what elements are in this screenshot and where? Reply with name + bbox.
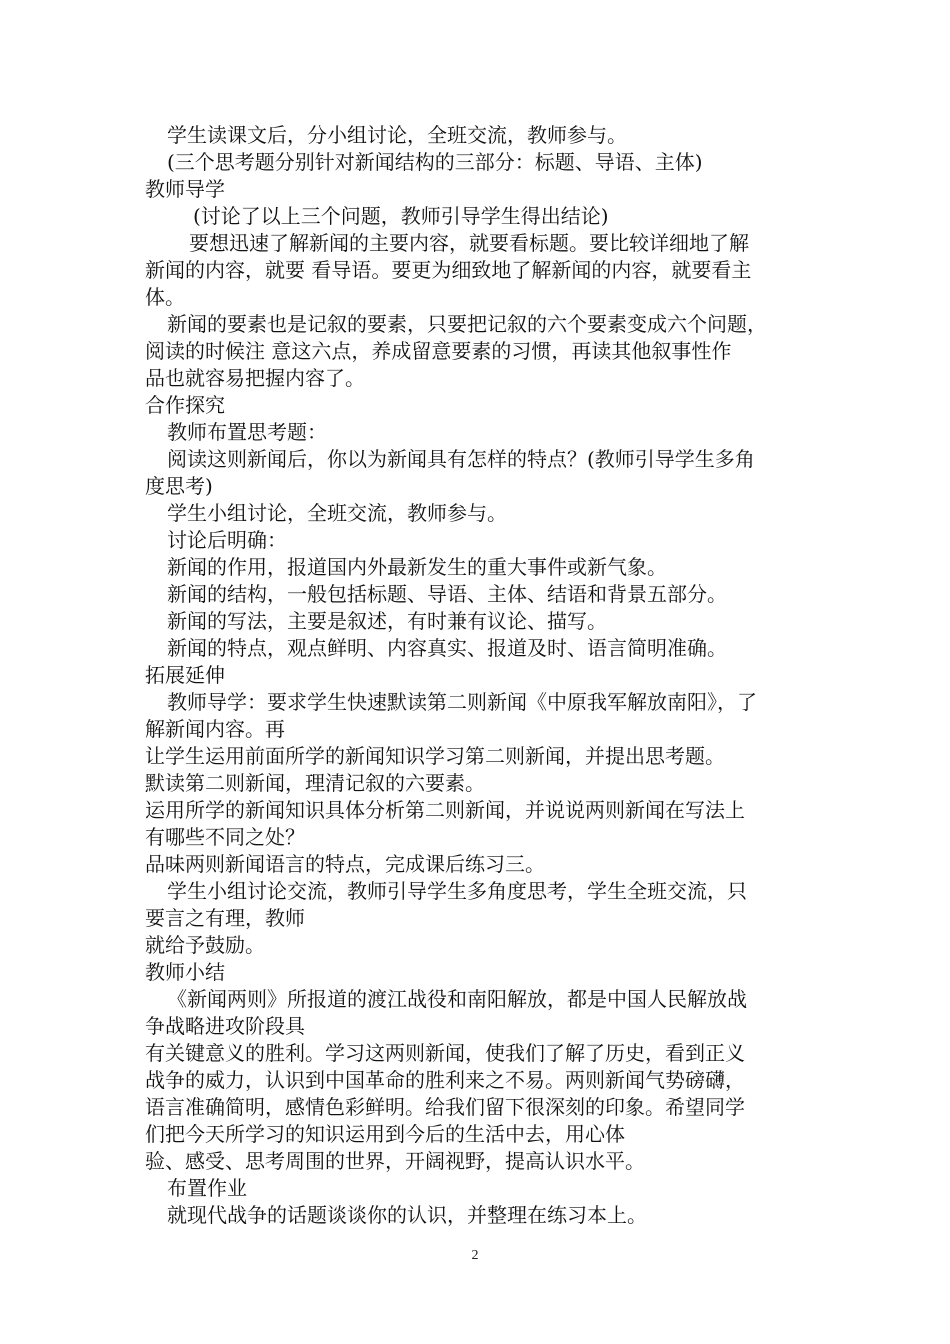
paragraph-line: 让学生运用前面所学的新闻知识学习第二则新闻，并提出思考题。 xyxy=(145,744,725,768)
paragraph-line: 默读第二则新闻，理清记叙的六要素。 xyxy=(145,771,485,795)
paragraph-line: 新闻的要素也是记叙的要素，只要把记叙的六个要素变成六个问题， xyxy=(167,312,767,336)
paragraph-line: 新闻的写法，主要是叙述，有时兼有议论、描写。 xyxy=(167,609,607,633)
paragraph-line: 争战略进攻阶段具 xyxy=(145,1014,305,1038)
paragraph-line: 品也就容易把握内容了。 xyxy=(145,366,365,390)
section-heading: 拓展延伸 xyxy=(145,663,225,687)
section-heading: 教师导学 xyxy=(145,177,225,201)
paragraph-line: 度思考) xyxy=(145,474,213,498)
paragraph-line: 新闻的结构，一般包括标题、导语、主体、结语和背景五部分。 xyxy=(167,582,727,606)
paragraph-line: (三个思考题分别针对新闻结构的三部分：标题、导语、主体) xyxy=(167,150,703,174)
paragraph-line: 新闻的作用，报道国内外最新发生的重大事件或新气象。 xyxy=(167,555,667,579)
paragraph-line: 新闻的特点，观点鲜明、内容真实、报道及时、语言简明准确。 xyxy=(167,636,727,660)
paragraph-line: 阅读的时候注 意这六点，养成留意要素的习惯，再读其他叙事性作 xyxy=(145,339,732,363)
paragraph-line: 学生小组讨论交流，教师引导学生多角度思考，学生全班交流，只 xyxy=(167,879,747,903)
paragraph-line: (讨论了以上三个问题，教师引导学生得出结论) xyxy=(193,204,609,228)
document-body xyxy=(145,122,810,1229)
page-number: 2 xyxy=(471,1248,479,1263)
paragraph-line: 阅读这则新闻后，你以为新闻具有怎样的特点？(教师引导学生多角 xyxy=(167,447,755,471)
paragraph-line: 有关键意义的胜利。学习这两则新闻，使我们了解了历史，看到正义 xyxy=(145,1041,745,1065)
paragraph-line: 验、感受、思考周围的世界，开阔视野，提高认识水平。 xyxy=(145,1149,645,1173)
paragraph-line: 教师导学：要求学生快速默读第二则新闻《中原我军解放南阳》，了 xyxy=(167,690,757,714)
paragraph-line: 体。 xyxy=(145,285,185,309)
paragraph-line: 就给予鼓励。 xyxy=(145,933,265,957)
paragraph-line: 教师布置思考题： xyxy=(167,420,327,444)
paragraph-line: 运用所学的新闻知识具体分析第二则新闻，并说说两则新闻在写法上 xyxy=(145,798,745,822)
section-heading: 合作探究 xyxy=(145,393,225,417)
paragraph-line: 讨论后明确： xyxy=(167,528,287,552)
paragraph-line: 就现代战争的话题谈谈你的认识，并整理在练习本上。 xyxy=(167,1203,647,1227)
section-heading: 教师小结 xyxy=(145,960,225,984)
paragraph-line: 《新闻两则》所报道的渡江战役和南阳解放，都是中国人民解放战 xyxy=(167,987,747,1011)
paragraph-line: 要言之有理，教师 xyxy=(145,906,305,930)
paragraph-line: 新闻的内容，就要 看导语。要更为细致地了解新闻的内容，就要看主 xyxy=(145,258,752,282)
paragraph-line: 学生小组讨论，全班交流，教师参与。 xyxy=(167,501,507,525)
paragraph-line: 解新闻内容。再 xyxy=(145,717,285,741)
paragraph-line: 品味两则新闻语言的特点，完成课后练习三。 xyxy=(145,852,545,876)
paragraph-line: 有哪些不同之处？ xyxy=(145,825,305,849)
paragraph-line: 战争的威力，认识到中国革命的胜利来之不易。两则新闻气势磅礴， xyxy=(145,1068,745,1092)
section-heading: 布置作业 xyxy=(167,1176,247,1200)
paragraph-line: 们把今天所学习的知识运用到今后的生活中去，用心体 xyxy=(145,1122,625,1146)
paragraph-line: 要想迅速了解新闻的主要内容，就要看标题。要比较详细地了解 xyxy=(189,231,749,255)
paragraph-line: 语言准确简明，感情色彩鲜明。给我们留下很深刻的印象。希望同学 xyxy=(145,1095,745,1119)
paragraph-line: 学生读课文后，分小组讨论，全班交流，教师参与。 xyxy=(167,123,627,147)
